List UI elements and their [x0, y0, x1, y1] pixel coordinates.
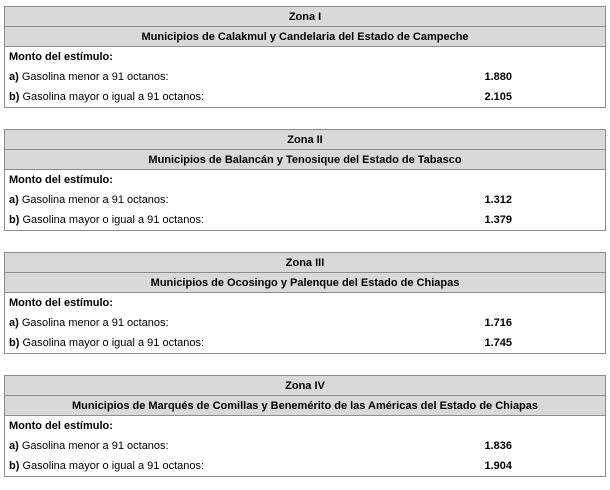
- zone-2-item-b-letter: b): [9, 214, 20, 226]
- zone-3-item-b-label-cell: [5, 333, 485, 354]
- zone-2-item-a-letter: a): [9, 194, 19, 206]
- zone-2-item-a-label-cell: [5, 190, 485, 210]
- zone-4-monto-label: Monto del estímulo:: [5, 416, 606, 437]
- zone-2-item-b: [5, 210, 606, 231]
- zone-3-monto-label: Monto del estímulo:: [5, 293, 606, 314]
- zone-1-item-a-label-cell: [5, 67, 485, 87]
- zone-2-item-a-label: Gasolina menor a 91 octanos:: [21, 194, 169, 206]
- zone-4-item-b-letter: b): [9, 460, 20, 472]
- zone-1-section: [4, 6, 605, 108]
- zone-2-title-row: [5, 130, 606, 150]
- zone-2-subtitle-row: [5, 150, 606, 170]
- zone-2-table: [4, 129, 606, 231]
- zone-2-section: [4, 129, 605, 231]
- zone-1-monto-label: Monto del estímulo:: [5, 47, 606, 68]
- zone-4-title: Zona IV: [5, 376, 606, 396]
- zone-1-item-a: [5, 67, 606, 87]
- zone-3-item-b: [5, 333, 606, 354]
- zone-3-section: [4, 252, 605, 354]
- zone-1-title-row: [5, 7, 606, 27]
- zone-4-item-b-label-cell: [5, 456, 485, 477]
- zone-2-monto-label: Monto del estímulo:: [5, 170, 606, 191]
- zone-1-item-a-value: 1.880: [485, 67, 606, 87]
- zone-4-subtitle-row: [5, 396, 606, 416]
- zone-2-subtitle: Municipios de Balancán y Tenosique del Estado de Tabasco: [5, 150, 606, 170]
- zone-1-subtitle-row: [5, 27, 606, 47]
- zone-3-item-b-value: 1.745: [485, 333, 606, 354]
- zone-3-title: Zona III: [5, 253, 606, 273]
- zone-3-title-row: [5, 253, 606, 273]
- zone-3-item-a-letter: a): [9, 317, 19, 329]
- zone-3-monto-row: [5, 293, 606, 314]
- zone-4-item-a-letter: a): [9, 440, 19, 452]
- zone-1-item-b-label: Gasolina mayor o igual a 91 octanos:: [22, 91, 205, 103]
- zone-4-item-a-label: Gasolina menor a 91 octanos:: [21, 440, 169, 452]
- zone-1-item-b-letter: b): [9, 91, 20, 103]
- zone-1-table: [4, 6, 606, 108]
- zone-2-item-b-label: Gasolina mayor o igual a 91 octanos:: [22, 214, 205, 226]
- zone-4-item-b-label: Gasolina mayor o igual a 91 octanos:: [22, 460, 205, 472]
- zone-4-monto-row: [5, 416, 606, 437]
- zone-4-section: [4, 375, 605, 477]
- zone-2-item-a-value: 1.312: [485, 190, 606, 210]
- zone-4-item-b: [5, 456, 606, 477]
- zone-1-monto-row: [5, 47, 606, 68]
- zone-1-subtitle: Municipios de Calakmul y Candelaria del Estado de Campeche: [5, 27, 606, 47]
- zone-1-item-b-label-cell: [5, 87, 485, 108]
- zone-3-item-b-letter: b): [9, 337, 20, 349]
- zone-3-item-a-label-cell: [5, 313, 485, 333]
- zone-1-item-a-letter: a): [9, 71, 19, 83]
- zone-3-table: [4, 252, 606, 354]
- zone-3-item-a: [5, 313, 606, 333]
- zone-4-subtitle: Municipios de Marqués de Comillas y Benemérito de las Américas del Estado de Chiapas: [5, 396, 606, 416]
- zone-4-item-a-label-cell: [5, 436, 485, 456]
- zone-2-title: Zona II: [5, 130, 606, 150]
- zone-4-title-row: [5, 376, 606, 396]
- zone-3-item-a-label: Gasolina menor a 91 octanos:: [21, 317, 169, 329]
- zone-2-item-b-label-cell: [5, 210, 485, 231]
- zone-2-item-a: [5, 190, 606, 210]
- zone-3-subtitle-row: [5, 273, 606, 293]
- zone-1-item-a-label: Gasolina menor a 91 octanos:: [21, 71, 169, 83]
- zone-1-title: Zona I: [5, 7, 606, 27]
- zone-4-table: [4, 375, 606, 477]
- zone-1-item-b: [5, 87, 606, 108]
- zone-3-item-b-label: Gasolina mayor o igual a 91 octanos:: [22, 337, 205, 349]
- zone-4-item-a-value: 1.836: [485, 436, 606, 456]
- zone-2-item-b-value: 1.379: [485, 210, 606, 231]
- zone-3-subtitle: Municipios de Ocosingo y Palenque del Estado de Chiapas: [5, 273, 606, 293]
- zone-4-item-b-value: 1.904: [485, 456, 606, 477]
- zone-2-monto-row: [5, 170, 606, 191]
- zone-1-item-b-value: 2.105: [485, 87, 606, 108]
- zone-3-item-a-value: 1.716: [485, 313, 606, 333]
- zone-4-item-a: [5, 436, 606, 456]
